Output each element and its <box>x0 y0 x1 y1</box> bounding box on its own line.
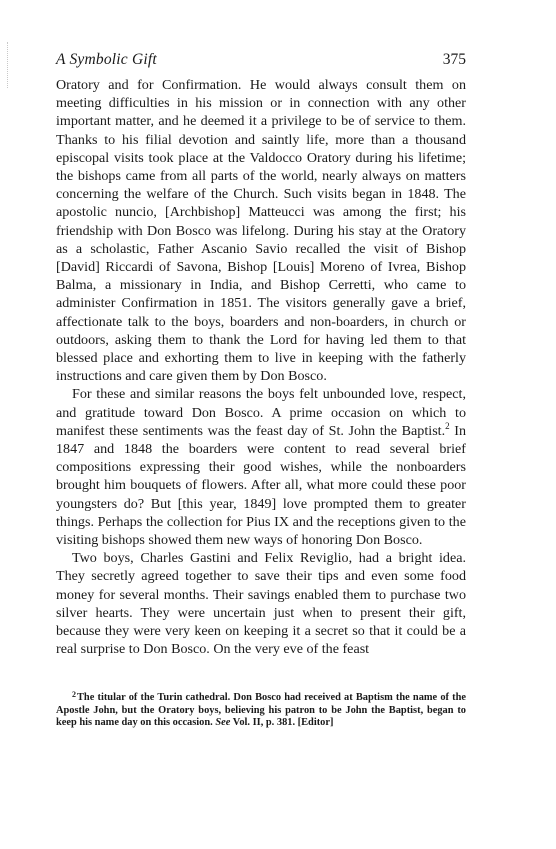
footnote-marker: 2 <box>72 690 76 699</box>
footnote-text-part-2: Vol. II, p. 381. [Editor] <box>230 717 334 729</box>
scan-edge-mark <box>7 42 10 88</box>
paragraph-3: Two boys, Charles Gastini and Felix Reviglio, had a bright idea. They secretly agreed together to save their tips and even some food money for several months. Their savings enabled them to purchase two silver hearts. They were uncertain just when to present their gift, because they were very keen on keeping it a secret so that it could be a real surprise to Don Bosco. On the very eve of the feast <box>56 550 466 658</box>
paragraph-2-part-1: For these and similar reasons the boys felt unbounded love, respect, and gratitude toward Don Bosco. A prime occasion on which to manifest these sentiments was the feast day of St. John the Baptist. <box>56 386 466 439</box>
footnote-text-part-1: The titular of the Turin cathedral. Don Bosco had received at Baptism the name of the Apostle John, but the Oratory boys, believing his patron to be John the Baptist, began to keep his name day on this occasion. <box>56 692 466 729</box>
paragraph-2-part-2: In 1847 and 1848 the boarders were content to read several brief compositions expressing their good wishes, while the nonboarders brought him bouquets of flowers. After all, what more could these poor youngsters do? But [this year, 1849] love prompted them to greater things. Perhaps the collection for Pius IX and the receptions given to the visiting bishops showed them new ways of honoring Don Bosco. <box>56 422 466 549</box>
chapter-title: A Symbolic Gift <box>56 51 157 68</box>
running-head <box>56 50 466 72</box>
body-text <box>56 76 466 659</box>
paragraph-1: Oratory and for Confirmation. He would always consult them on meeting difficulties in his mission or in connection with any other important matter, and he deemed it a privilege to be of service to them. Thanks to his filial devotion and saintly life, more than a thousand episcopal visits took place at the Valdocco Oratory during his lifetime; the bishops came from all parts of the world, nearly always on matters concerning the welfare of the Church. Such visits began in 1848. The apostolic nuncio, [Archbishop] Matteucci was among the first; his friendship with Don Bosco was lifelong. During his stay at the Oratory as a scholastic, Father Ascanio Savio recalled the visit of Bishop [David] Riccardi of Savona, Bishop [Louis] Moreno of Ivrea, Bishop Balma, a missionary in India, and Bishop Cerretti, who came to administer Confirmation in 1851. The visitors generally gave a brief, affectionate talk to the boys, boarders and non-boarders, in church or outdoors, asking them to thank the Lord for having led them to that blessed place and exhorting them to live in keeping with the fatherly instructions and care given them by Don Bosco. <box>56 77 466 385</box>
paragraph-2 <box>56 385 466 549</box>
footnote <box>56 692 466 730</box>
footnote-see: See <box>215 717 231 729</box>
footnote-reference: 2 <box>445 420 450 431</box>
page-number: 375 <box>442 51 466 68</box>
